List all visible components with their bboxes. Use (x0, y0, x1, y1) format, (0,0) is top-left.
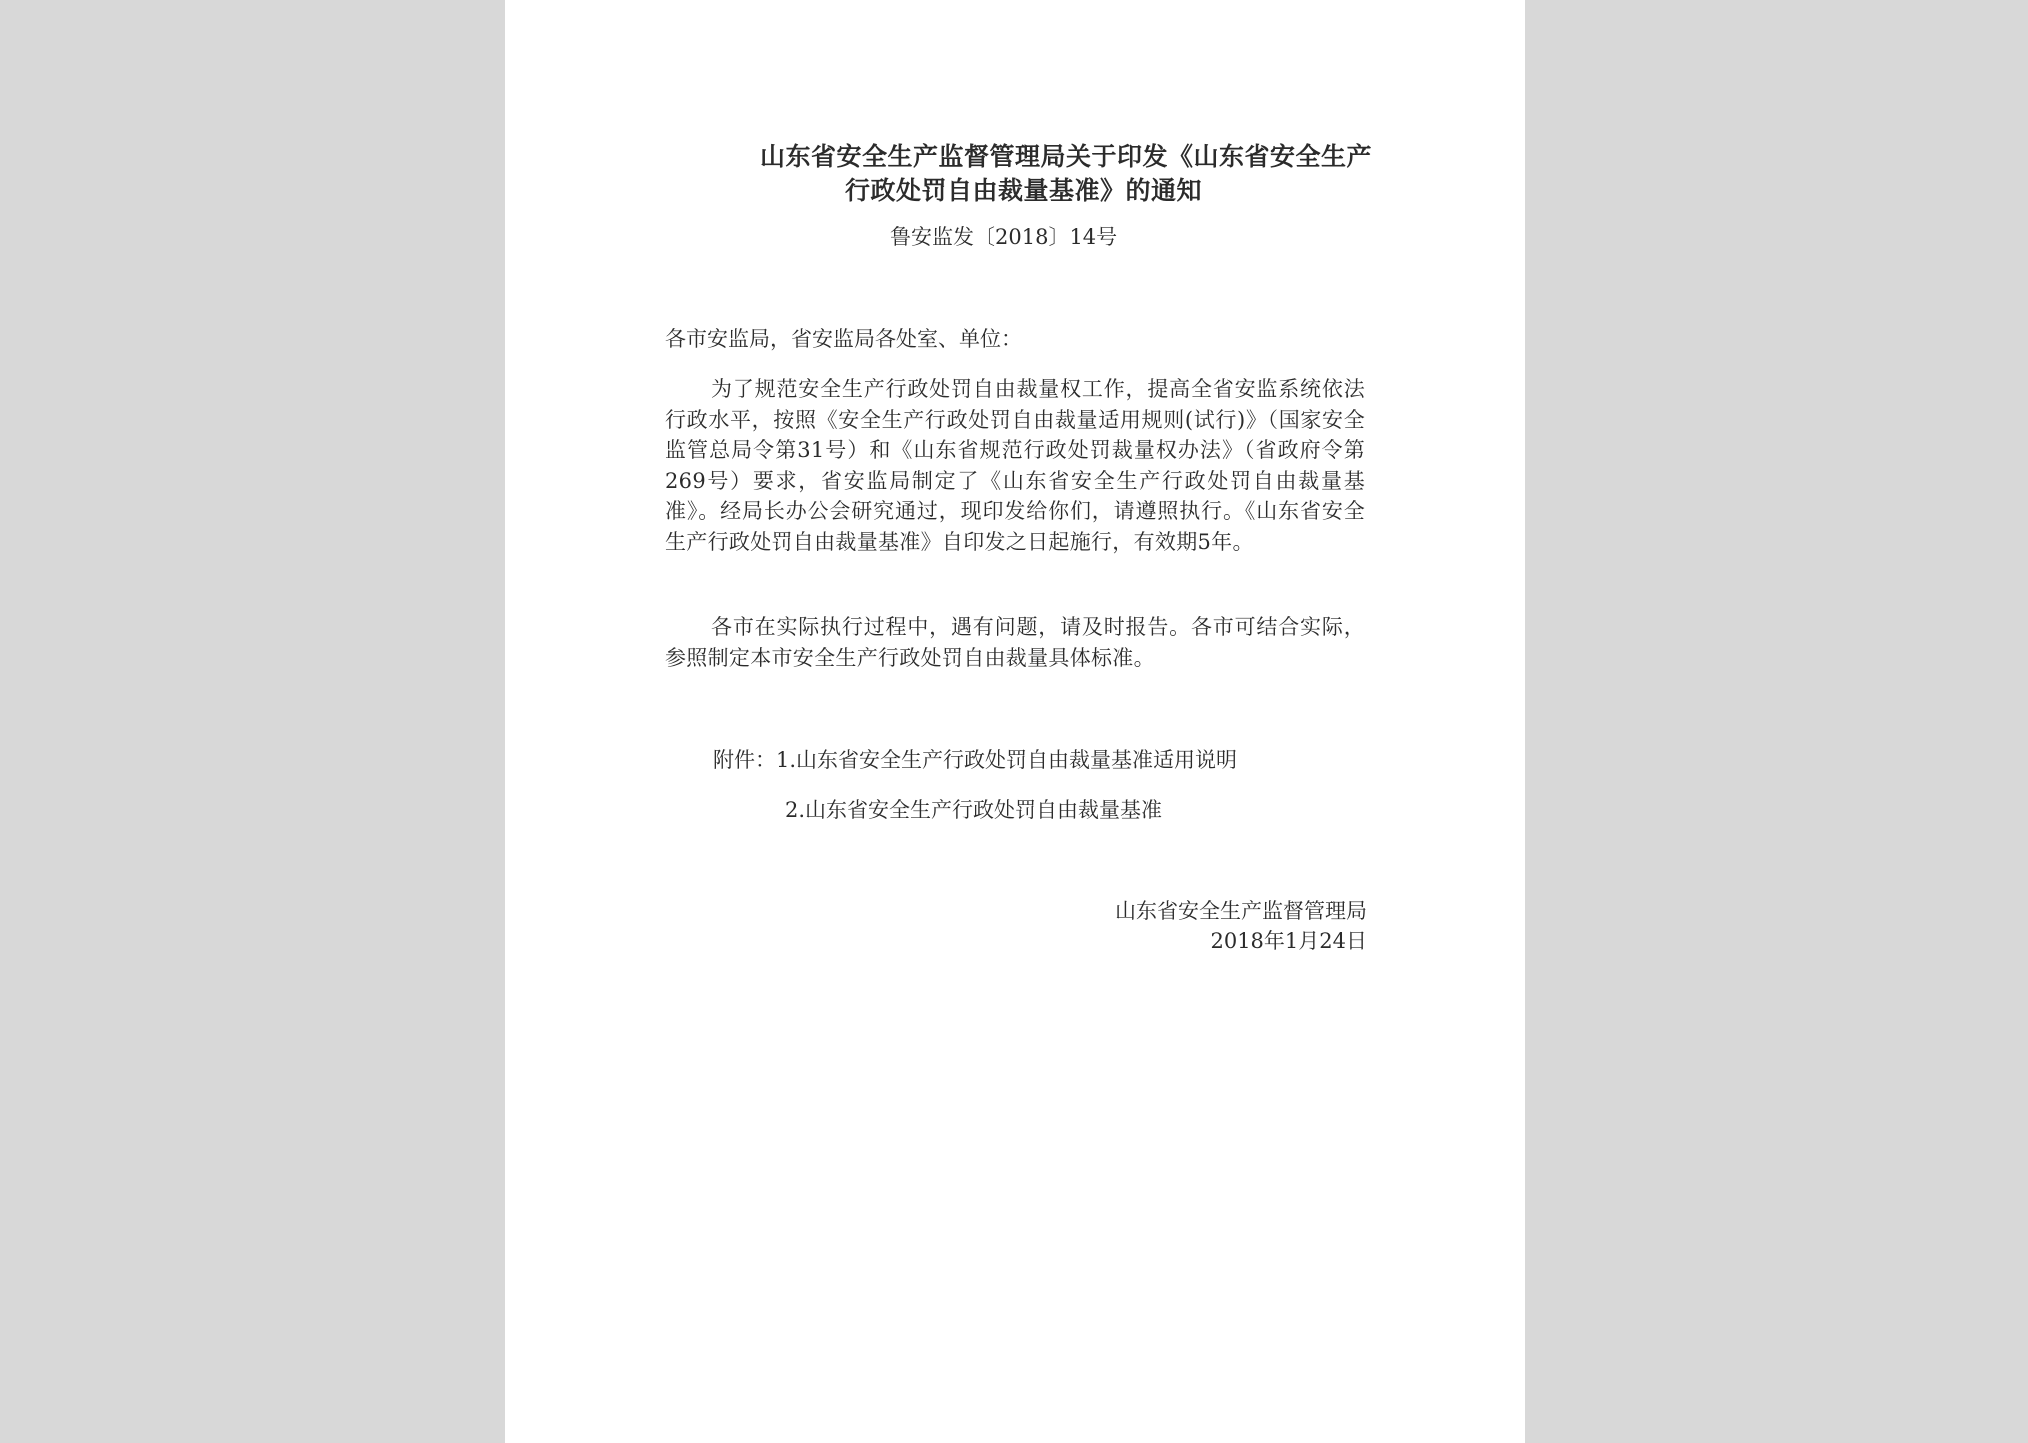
document-page (505, 0, 1525, 1443)
issue-date: 2018年1月24日 (1210, 929, 1367, 953)
body-paragraph-1: 为了规范安全生产行政处罚自由裁量权工作，提高全省安监系统依法行政水平，按照《安全生产行政处罚自由裁量适用规则(试行)》（国家安全监管总局令第31号）和《山东省规范行政处罚裁量权办法》（省政府令第269号）要求，省安监局制定了《山东省安全生产行政处罚自由裁量基准》。经局长办公会研究通过，现印发给你们，请遵照执行。《山东省安全生产行政处罚自由裁量基准》自印发之日起施行，有效期5年。 (665, 377, 1365, 554)
issuing-authority: 山东省安全生产监督管理局 (1115, 899, 1367, 923)
salutation: 各市安监局，省安监局各处室、单位： (665, 327, 1022, 351)
body-paragraph-2: 各市在实际执行过程中，遇有问题，请及时报告。各市可结合实际，参照制定本市安全生产行政处罚自由裁量具体标准。 (665, 615, 1365, 670)
title-line-1: 山东省安全生产监督管理局关于印发《山东省安全生产 (760, 142, 1373, 171)
attachment-item-2: 2.山东省安全生产行政处罚自由裁量基准 (785, 798, 1163, 822)
title-line-2: 行政处罚自由裁量基准》的通知 (845, 176, 1203, 205)
attachment-item-1: 附件：1.山东省安全生产行政处罚自由裁量基准适用说明 (713, 748, 1238, 772)
document-number: 鲁安监发〔2018〕14号 (890, 225, 1118, 249)
